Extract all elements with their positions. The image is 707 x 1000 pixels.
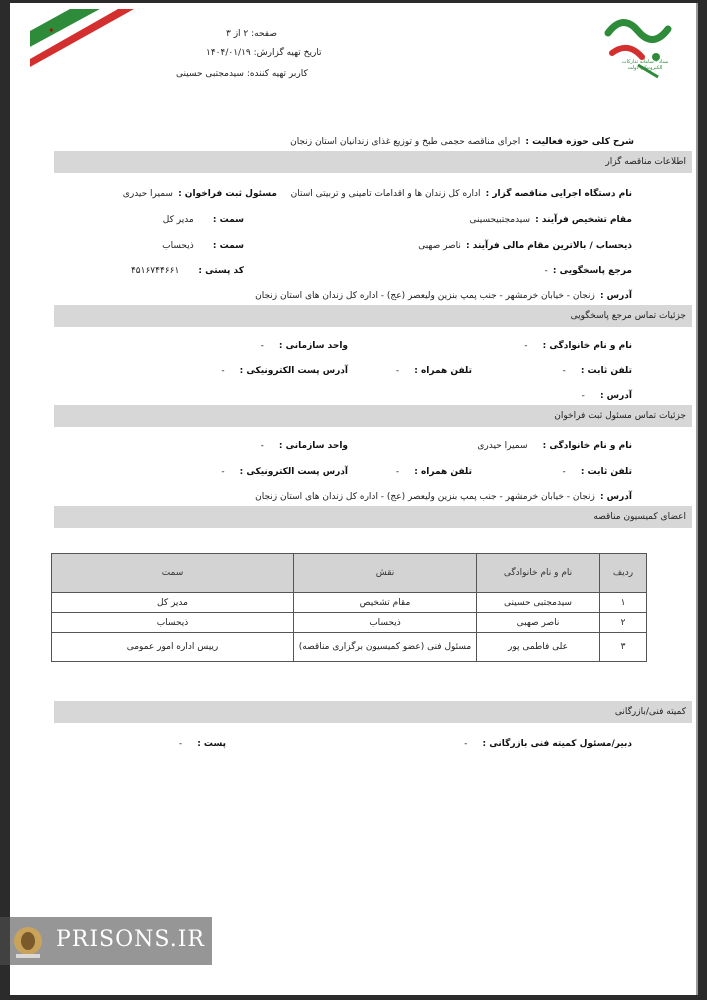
- commission-header: اعضای کمیسیون مناقصه: [54, 506, 692, 528]
- col-header-position: سمت: [52, 554, 294, 593]
- reg-email-row: آدرس پست الکترونیکی : -: [221, 467, 348, 477]
- tech-post-row: پست : -: [178, 739, 226, 749]
- table-header-row: [52, 554, 647, 593]
- reg-mobile-row: تلفن همراه : -: [395, 467, 472, 477]
- preparer: کاربر تهیه کننده: سیدمجتبی حسینی: [176, 69, 308, 79]
- ref-name-row: نام و نام خانوادگی : -: [524, 341, 632, 351]
- prisons-watermark: [0, 917, 212, 965]
- ref-address-row: آدرس : -: [581, 391, 632, 401]
- reg-address-row: آدرس : زنجان - خیابان خرمشهر - جنب پمپ بنزین ولیعصر (عج) - اداره کل زندان های استان زنجان: [255, 492, 632, 502]
- authority-position-row: سمت : مدیر کل: [162, 215, 244, 225]
- activity-row: شرح کلی حوزه فعالیت : اجرای مناقصه حجمی طبخ و توزیع غذای زندانیان استان زنجان: [290, 137, 634, 147]
- cell-row-number: ۳: [600, 633, 647, 662]
- accountant-position-row: سمت : ذیحساب: [162, 241, 244, 251]
- cell-position: رییس اداره امور عمومی: [52, 633, 294, 662]
- reference-row: مرجع پاسخگویی : -: [544, 266, 632, 276]
- cell-position: ذیحساب: [52, 613, 294, 633]
- watermark-text: PRISONS.IR: [56, 927, 205, 952]
- reg-name-row: نام و نام خانوادگی : سمیرا حیدری: [477, 441, 632, 451]
- page-number: صفحه: ۲ از ۳: [226, 29, 278, 39]
- ref-contact-header: جزئیات تماس مرجع پاسخگویی: [54, 305, 692, 327]
- postal-code-row: کد پستی : ۴۵۱۶۷۴۴۶۶۱: [130, 266, 244, 276]
- cell-row-number: ۱: [600, 593, 647, 613]
- cell-role: مقام تشخیص: [294, 593, 477, 613]
- iran-flag-icon: [30, 9, 134, 67]
- table-row: [52, 633, 647, 662]
- setad-logo-icon: [598, 13, 678, 83]
- cell-name: ناصر صهبی: [477, 613, 600, 633]
- emblem-icon: [8, 923, 48, 961]
- cell-name: علی فاطمی پور: [477, 633, 600, 662]
- exec-body-row: نام دستگاه اجرایی مناقصه گزار : اداره کل زندان ها و اقدامات تامینی و تربیتی استان: [290, 189, 632, 199]
- reg-phone-row: تلفن ثابت : -: [562, 467, 632, 477]
- ref-mobile-row: تلفن همراه : -: [395, 366, 472, 376]
- address-row: آدرس : زنجان - خیابان خرمشهر - جنب پمپ بنزین ولیعصر (عج) - اداره کل زندان های استان زنجان: [255, 291, 632, 301]
- col-header-row-number: ردیف: [600, 554, 647, 593]
- registrar-row: مسئول ثبت فراخوان : سمیرا حیدری: [122, 189, 277, 199]
- tech-secretary-row: دبیر/مسئول کمیته فنی بازرگانی : -: [464, 739, 632, 749]
- accountant-row: ذیحساب / بالاترین مقام مالی فرآیند : ناصر صهبی: [418, 241, 632, 251]
- cell-position: مدیر کل: [52, 593, 294, 613]
- col-header-name: نام و نام خانوادگی: [477, 554, 600, 593]
- tender-info-header: اطلاعات مناقصه گزار: [54, 151, 692, 173]
- document-page: [10, 3, 698, 995]
- cell-role: ذیحساب: [294, 613, 477, 633]
- commission-table: [51, 553, 647, 662]
- ref-phone-row: تلفن ثابت : -: [562, 366, 632, 376]
- ref-email-row: آدرس پست الکترونیکی : -: [221, 366, 348, 376]
- table-row: [52, 593, 647, 613]
- logo-caption: ستاد - سامانه تدارکات الکترونیکی دولت: [621, 59, 669, 71]
- ref-unit-row: واحد سازمانی : -: [260, 341, 348, 351]
- cell-name: سیدمجتبی حسینی: [477, 593, 600, 613]
- authority-row: مقام تشخیص فرآیند : سیدمجتبیحسینی: [469, 215, 632, 225]
- cell-role: مسئول فنی (عضو کمیسیون برگزاری مناقصه): [294, 633, 477, 662]
- col-header-role: نقش: [294, 554, 477, 593]
- report-date: تاریخ تهیه گزارش: ۱۴۰۴/۰۱/۱۹: [206, 48, 322, 58]
- table-row: [52, 613, 647, 633]
- reg-unit-row: واحد سازمانی : -: [260, 441, 348, 451]
- reg-contact-header: جزئیات تماس مسئول ثبت فراخوان: [54, 405, 692, 427]
- tech-committee-header: کمیته فنی/بازرگانی: [54, 701, 692, 723]
- cell-row-number: ۲: [600, 613, 647, 633]
- svg-text:✦: ✦: [48, 26, 55, 35]
